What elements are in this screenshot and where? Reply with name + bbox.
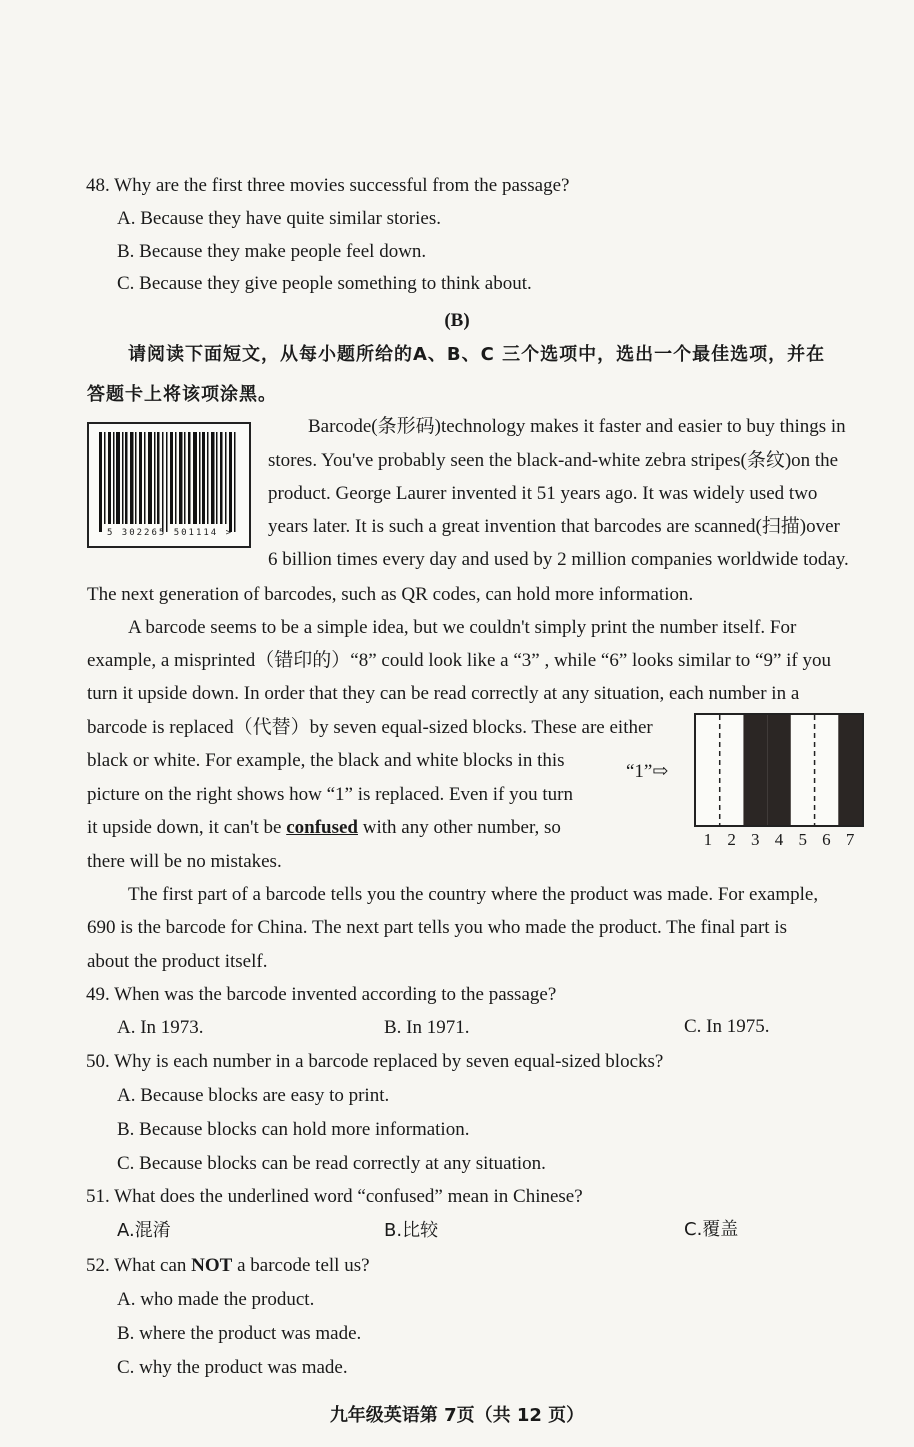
- block-number-2: 2: [727, 830, 736, 849]
- option-48a: A. Because they have quite similar stories.: [117, 208, 441, 229]
- page-footer: 九年级英语第 7页（共 12 页）: [329, 1405, 585, 1426]
- passage-p2-line5: black or white. For example, the black and white blocks in this: [87, 750, 565, 771]
- option-49b: B. In 1971.: [384, 1017, 470, 1038]
- passage-p2-line3: turn it upside down. In order that they can be read correctly at any situation, each number in a: [87, 683, 800, 704]
- block-number-5: 5: [798, 830, 807, 849]
- passage-p1-line4: years later. It is such a great invention that barcodes are scanned(扫描)over: [268, 516, 840, 537]
- passage-p1-line5: 6 billion times every day and used by 2 million companies worldwide today.: [268, 549, 849, 570]
- passage-text: it upside down, it can't be: [87, 817, 287, 838]
- option-50b: B. Because blocks can hold more information.: [117, 1119, 470, 1140]
- underlined-word-confused: confused: [286, 817, 358, 838]
- option-52c: C. why the product was made.: [117, 1357, 348, 1378]
- block-3: [743, 715, 767, 825]
- block-diagram: [694, 713, 866, 853]
- question-51: 51. What does the underlined word “confused” mean in Chinese?: [86, 1186, 583, 1207]
- block-4: [767, 715, 791, 825]
- question-text: a barcode tell us?: [232, 1255, 370, 1276]
- option-49a: A. In 1973.: [117, 1017, 204, 1038]
- option-51c: C.覆盖: [684, 1219, 739, 1240]
- block-6: [815, 715, 839, 825]
- option-48c: C. Because they give people something to think about.: [117, 273, 532, 294]
- block-5: [791, 715, 815, 825]
- passage-p2-line2: example, a misprinted（错印的）“8” could look like a “3” , while “6” looks similar to “9” if you: [87, 650, 831, 671]
- passage-p1-line1: Barcode(条形码)technology makes it faster and easier to buy things in: [308, 416, 846, 437]
- passage-p1-line3: product. George Laurer invented it 51 years ago. It was widely used two: [268, 483, 818, 504]
- emphasis-not: NOT: [191, 1255, 233, 1276]
- question-50: 50. Why is each number in a barcode replaced by seven equal-sized blocks?: [86, 1051, 664, 1072]
- block-number-7: 7: [845, 830, 855, 849]
- passage-p1-line6: The next generation of barcodes, such as QR codes, can hold more information.: [87, 584, 694, 605]
- section-title: (B): [444, 310, 470, 331]
- passage-text: with any other number, so: [358, 817, 561, 838]
- option-52b: B. where the product was made.: [117, 1323, 362, 1344]
- passage-p2-line4: barcode is replaced（代替）by seven equal-sized blocks. These are either: [87, 717, 653, 738]
- block-number-6: 6: [822, 830, 831, 849]
- passage-p2-line1: A barcode seems to be a simple idea, but we couldn't simply print the number itself. For: [128, 617, 797, 638]
- block-2: [720, 715, 744, 825]
- block-7: [838, 715, 862, 825]
- block-number-1: 1: [703, 830, 713, 849]
- question-52: [86, 1254, 370, 1278]
- passage-p1-line2: stores. You've probably seen the black-and-white zebra stripes(条纹)on the: [268, 450, 839, 471]
- question-48: 48. Why are the first three movies successful from the passage?: [86, 175, 570, 196]
- passage-p3-line1: The first part of a barcode tells you the country where the product was made. For example,: [128, 884, 819, 905]
- block-number-3: 3: [751, 830, 760, 849]
- option-49c: C. In 1975.: [684, 1016, 770, 1037]
- passage-p2-line8: there will be no mistakes.: [87, 851, 282, 872]
- option-50a: A. Because blocks are easy to print.: [117, 1085, 390, 1106]
- instruction-line-2: 答题卡上将该项涂黑。: [87, 384, 277, 405]
- passage-p3-line2: 690 is the barcode for China. The next part tells you who made the product. The final part is: [87, 917, 788, 938]
- barcode-digits: 5 302265 501114 >: [106, 528, 234, 538]
- passage-p3-line3: about the product itself.: [87, 951, 268, 972]
- barcode-image: [87, 422, 251, 548]
- question-49: 49. When was the barcode invented according to the passage?: [86, 984, 557, 1005]
- diagram-label: “1”⇨: [626, 761, 669, 782]
- passage-p2-line7: [87, 816, 561, 840]
- passage-p2-line6: picture on the right shows how “1” is replaced. Even if you turn: [87, 784, 573, 805]
- question-text: 52. What can: [86, 1255, 192, 1276]
- instruction-line-1: 请阅读下面短文，从每小题所给的A、B、C 三个选项中，选出一个最佳选项，并在: [128, 344, 826, 365]
- option-51a: A.混淆: [117, 1220, 171, 1241]
- block-number-4: 4: [774, 830, 784, 849]
- option-48b: B. Because they make people feel down.: [117, 241, 427, 262]
- option-50c: C. Because blocks can be read correctly at any situation.: [117, 1153, 546, 1174]
- block-1: [696, 715, 720, 825]
- option-52a: A. who made the product.: [117, 1289, 315, 1310]
- option-51b: B.比较: [384, 1220, 439, 1241]
